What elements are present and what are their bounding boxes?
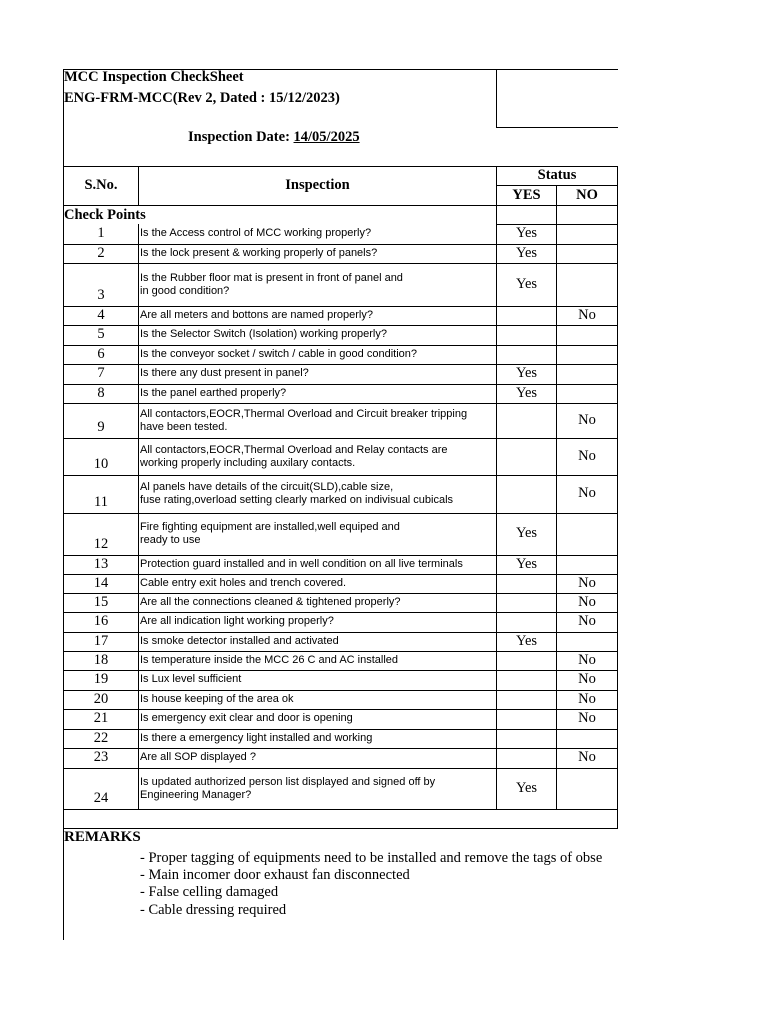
border-line: [617, 690, 618, 710]
border-line: [556, 593, 557, 613]
remarks-heading: REMARKS: [64, 829, 141, 845]
border-line: [138, 345, 139, 365]
row-inspection-text: Al panels have details of the circuit(SLD),cable size, fuse rating,overload setting clearly marked on indivisual cubicals: [140, 481, 454, 506]
border-line: [63, 670, 618, 671]
border-line: [138, 651, 139, 671]
border-line: [496, 438, 497, 476]
row-inspection-text: Is smoke detector installed and activated: [140, 634, 339, 647]
border-line: [63, 513, 618, 514]
border-line: [556, 325, 557, 346]
row-status-no: No: [578, 710, 596, 726]
border-line: [63, 593, 618, 594]
row-sno: 17: [93, 632, 109, 649]
column-header-no: NO: [576, 187, 598, 203]
row-status-yes: Yes: [515, 275, 538, 292]
row-inspection-text: Is the Access control of MCC working properly?: [140, 227, 372, 239]
border-line: [496, 555, 497, 575]
border-line: [138, 632, 139, 652]
row-inspection-text: Is temperature inside the MCC 26 C and AC installed: [140, 653, 399, 666]
border-line: [556, 475, 557, 514]
row-inspection-text: Is Lux level sufficient: [140, 673, 242, 685]
border-line: [138, 438, 139, 476]
row-status-no: No: [578, 749, 596, 765]
border-line: [556, 513, 557, 556]
border-line: [556, 438, 557, 476]
border-line: [138, 729, 139, 749]
border-line: [63, 306, 618, 307]
border-line: [496, 166, 497, 225]
border-line: [138, 364, 139, 385]
border-line: [496, 364, 497, 385]
border-line: [617, 729, 618, 749]
row-sno: 10: [93, 456, 109, 472]
row-status-no: No: [578, 306, 596, 323]
border-line: [617, 555, 618, 575]
inspection-date-value: 14/05/2025: [293, 129, 360, 145]
row-status-no: No: [578, 671, 596, 687]
border-line: [617, 768, 618, 810]
border-line: [63, 438, 618, 439]
border-line: [138, 768, 139, 810]
border-line: [496, 768, 497, 810]
border-line: [138, 555, 139, 575]
border-line: [617, 709, 618, 730]
border-line: [556, 574, 557, 594]
border-line: [63, 574, 618, 575]
border-line: [138, 224, 139, 245]
row-inspection-text: Is updated authorized person list displayed and signed off by Engineering Manager?: [140, 775, 436, 801]
row-inspection-text: Is the panel earthed properly?: [140, 386, 287, 399]
border-line: [556, 244, 557, 264]
border-line: [556, 384, 557, 404]
border-line: [138, 513, 139, 556]
row-inspection-text: Is the conveyor socket / switch / cable in good condition?: [140, 347, 417, 360]
border-line: [138, 475, 139, 514]
remark-item: - Main incomer door exhaust fan disconnected: [140, 867, 410, 883]
row-inspection-text: Are all indication light working properly?: [140, 615, 334, 627]
border-line: [617, 748, 618, 769]
border-line: [63, 345, 618, 346]
row-status-no: No: [578, 447, 596, 464]
border-line: [138, 403, 139, 439]
border-line: [556, 651, 557, 671]
border-line: [556, 612, 557, 633]
border-line: [617, 574, 618, 594]
row-inspection-text: All contactors,EOCR,Thermal Overload and Relay contacts are working properly including auxilary contacts.: [140, 443, 448, 469]
border-line: [63, 325, 618, 326]
border-line: [496, 224, 497, 245]
border-line: [63, 364, 618, 365]
row-sno: 4: [97, 306, 105, 323]
border-line: [496, 403, 497, 439]
border-line: [617, 306, 618, 326]
border-line: [556, 403, 557, 439]
border-line: [556, 729, 557, 749]
row-status-no: No: [578, 651, 596, 668]
border-line: [138, 306, 139, 326]
row-sno: 15: [93, 593, 109, 610]
row-inspection-text: Is emergency exit clear and door is opening: [140, 712, 353, 724]
row-status-yes: Yes: [515, 525, 538, 541]
border-line: [496, 306, 497, 326]
border-line: [617, 263, 618, 307]
row-sno: 21: [93, 710, 109, 726]
row-status-yes: Yes: [515, 632, 538, 649]
border-line: [63, 475, 618, 476]
row-sno: 9: [97, 419, 105, 435]
border-line: [556, 690, 557, 710]
row-inspection-text: Is the lock present & working properly of panels?: [140, 246, 378, 259]
border-line: [496, 748, 497, 769]
border-line: [556, 345, 557, 365]
border-line: [617, 670, 618, 691]
row-status-yes: Yes: [515, 384, 538, 401]
border-line: [617, 166, 618, 225]
border-line: [617, 384, 618, 404]
border-line: [138, 709, 139, 730]
remark-item: - Cable dressing required: [140, 902, 287, 918]
border-line: [138, 574, 139, 594]
row-inspection-text: Fire fighting equipment are installed,well equiped and ready to use: [140, 521, 400, 546]
remark-item: - Proper tagging of equipments need to be installed and remove the tags of obse: [140, 850, 603, 866]
border-line: [138, 612, 139, 633]
row-status-yes: Yes: [515, 555, 538, 572]
row-sno: 8: [97, 384, 105, 401]
border-line: [556, 306, 557, 326]
border-line: [556, 768, 557, 810]
row-sno: 14: [93, 574, 109, 591]
row-status-yes: Yes: [515, 779, 538, 796]
border-line: [63, 384, 618, 385]
border-line: [617, 651, 618, 671]
border-line: [63, 632, 618, 633]
border-line: [138, 690, 139, 710]
border-line: [496, 224, 618, 225]
border-line: [138, 384, 139, 404]
border-line: [63, 729, 618, 730]
border-line: [617, 593, 618, 613]
border-line: [63, 768, 618, 769]
border-line: [556, 632, 557, 652]
row-sno: 6: [97, 345, 105, 362]
border-line: [63, 244, 618, 245]
section-label: Check Points: [64, 207, 146, 223]
remark-item: - False celling damaged: [140, 884, 279, 900]
row-status-no: No: [578, 593, 596, 610]
border-line: [496, 345, 497, 365]
border-line: [63, 690, 618, 691]
row-sno: 13: [93, 555, 109, 572]
row-status-no: No: [578, 485, 596, 501]
row-status-yes: Yes: [515, 365, 538, 381]
border-line: [496, 244, 497, 264]
row-status-yes: Yes: [515, 244, 538, 261]
row-sno: 3: [97, 287, 105, 303]
column-header-inspection: Inspection: [285, 177, 350, 193]
row-status-yes: Yes: [515, 225, 538, 241]
border-line: [496, 574, 497, 594]
border-line: [617, 513, 618, 556]
row-sno: 18: [93, 651, 109, 668]
border-line: [617, 475, 618, 514]
row-sno: 19: [93, 671, 109, 687]
border-line: [617, 612, 618, 633]
border-line: [496, 513, 497, 556]
border-line: [556, 205, 557, 225]
border-line: [63, 709, 618, 710]
row-inspection-text: All contactors,EOCR,Thermal Overload and Circuit breaker tripping have been tested.: [140, 407, 468, 433]
border-line: [496, 632, 497, 652]
row-inspection-text: Protection guard installed and in well condition on all live terminals: [140, 557, 463, 570]
row-inspection-text: Are all meters and bottons are named properly?: [140, 308, 373, 321]
border-line: [138, 263, 139, 307]
row-sno: 12: [93, 536, 109, 552]
border-line: [556, 709, 557, 730]
border-line: [556, 364, 557, 385]
row-inspection-text: Is the Selector Switch (Isolation) working properly?: [140, 328, 387, 340]
border-line: [617, 438, 618, 476]
row-sno: 1: [97, 225, 105, 241]
border-line: [138, 748, 139, 769]
row-inspection-text: Is there any dust present in panel?: [140, 367, 309, 379]
border-line: [63, 263, 618, 264]
border-line: [556, 224, 557, 245]
row-inspection-text: Are all SOP displayed ?: [140, 751, 256, 763]
border-line: [556, 670, 557, 691]
row-inspection-text: Are all the connections cleaned & tightened properly?: [140, 595, 401, 608]
inspection-date-label: Inspection Date:: [188, 129, 290, 145]
border-line: [63, 555, 618, 556]
border-line: [63, 809, 618, 810]
form-code: ENG-FRM-MCC(Rev 2, Dated : 15/12/2023): [64, 90, 340, 106]
row-sno: 2: [97, 244, 105, 261]
border-line: [496, 651, 497, 671]
border-line: [496, 384, 497, 404]
column-header-yes: YES: [512, 187, 541, 203]
border-line: [63, 748, 618, 749]
border-line: [138, 670, 139, 691]
border-line: [138, 325, 139, 346]
border-line: [617, 364, 618, 385]
border-line: [496, 475, 497, 514]
border-line: [617, 809, 618, 829]
column-header-sno: S.No.: [84, 177, 118, 193]
border-line: [617, 224, 618, 245]
border-line: [496, 690, 497, 710]
row-inspection-text: Cable entry exit holes and trench covered.: [140, 576, 347, 589]
border-line: [496, 263, 497, 307]
border-line: [617, 403, 618, 439]
border-line: [496, 709, 497, 730]
border-line: [617, 632, 618, 652]
column-header-status: Status: [537, 167, 577, 183]
border-line: [63, 612, 618, 613]
row-sno: 20: [93, 690, 109, 707]
row-inspection-text: Is the Rubber floor mat is present in front of panel and in good condition?: [140, 271, 403, 297]
row-status-no: No: [578, 574, 596, 591]
row-inspection-text: Is house keeping of the area ok: [140, 692, 294, 705]
border-line: [496, 593, 497, 613]
row-sno: 22: [93, 729, 109, 746]
row-sno: 16: [93, 613, 109, 629]
border-line: [556, 555, 557, 575]
row-sno: 5: [97, 326, 105, 342]
border-line: [63, 403, 618, 404]
border-line: [496, 670, 497, 691]
row-status-no: No: [578, 690, 596, 707]
sheet-title: MCC Inspection CheckSheet: [64, 69, 244, 85]
border-line: [617, 325, 618, 346]
border-line: [138, 593, 139, 613]
row-status-no: No: [578, 411, 596, 428]
border-line: [496, 729, 497, 749]
border-line: [556, 748, 557, 769]
border-line: [138, 244, 139, 264]
border-line: [556, 263, 557, 307]
border-line: [496, 325, 497, 346]
border-line: [617, 244, 618, 264]
border-line: [496, 612, 497, 633]
row-sno: 7: [97, 365, 105, 381]
row-inspection-text: Is there a emergency light installed and working: [140, 731, 373, 744]
border-line: [617, 345, 618, 365]
row-sno: 11: [94, 494, 108, 510]
row-sno: 24: [93, 790, 109, 806]
row-sno: 23: [93, 749, 109, 765]
border-line: [63, 651, 618, 652]
row-status-no: No: [578, 613, 596, 629]
